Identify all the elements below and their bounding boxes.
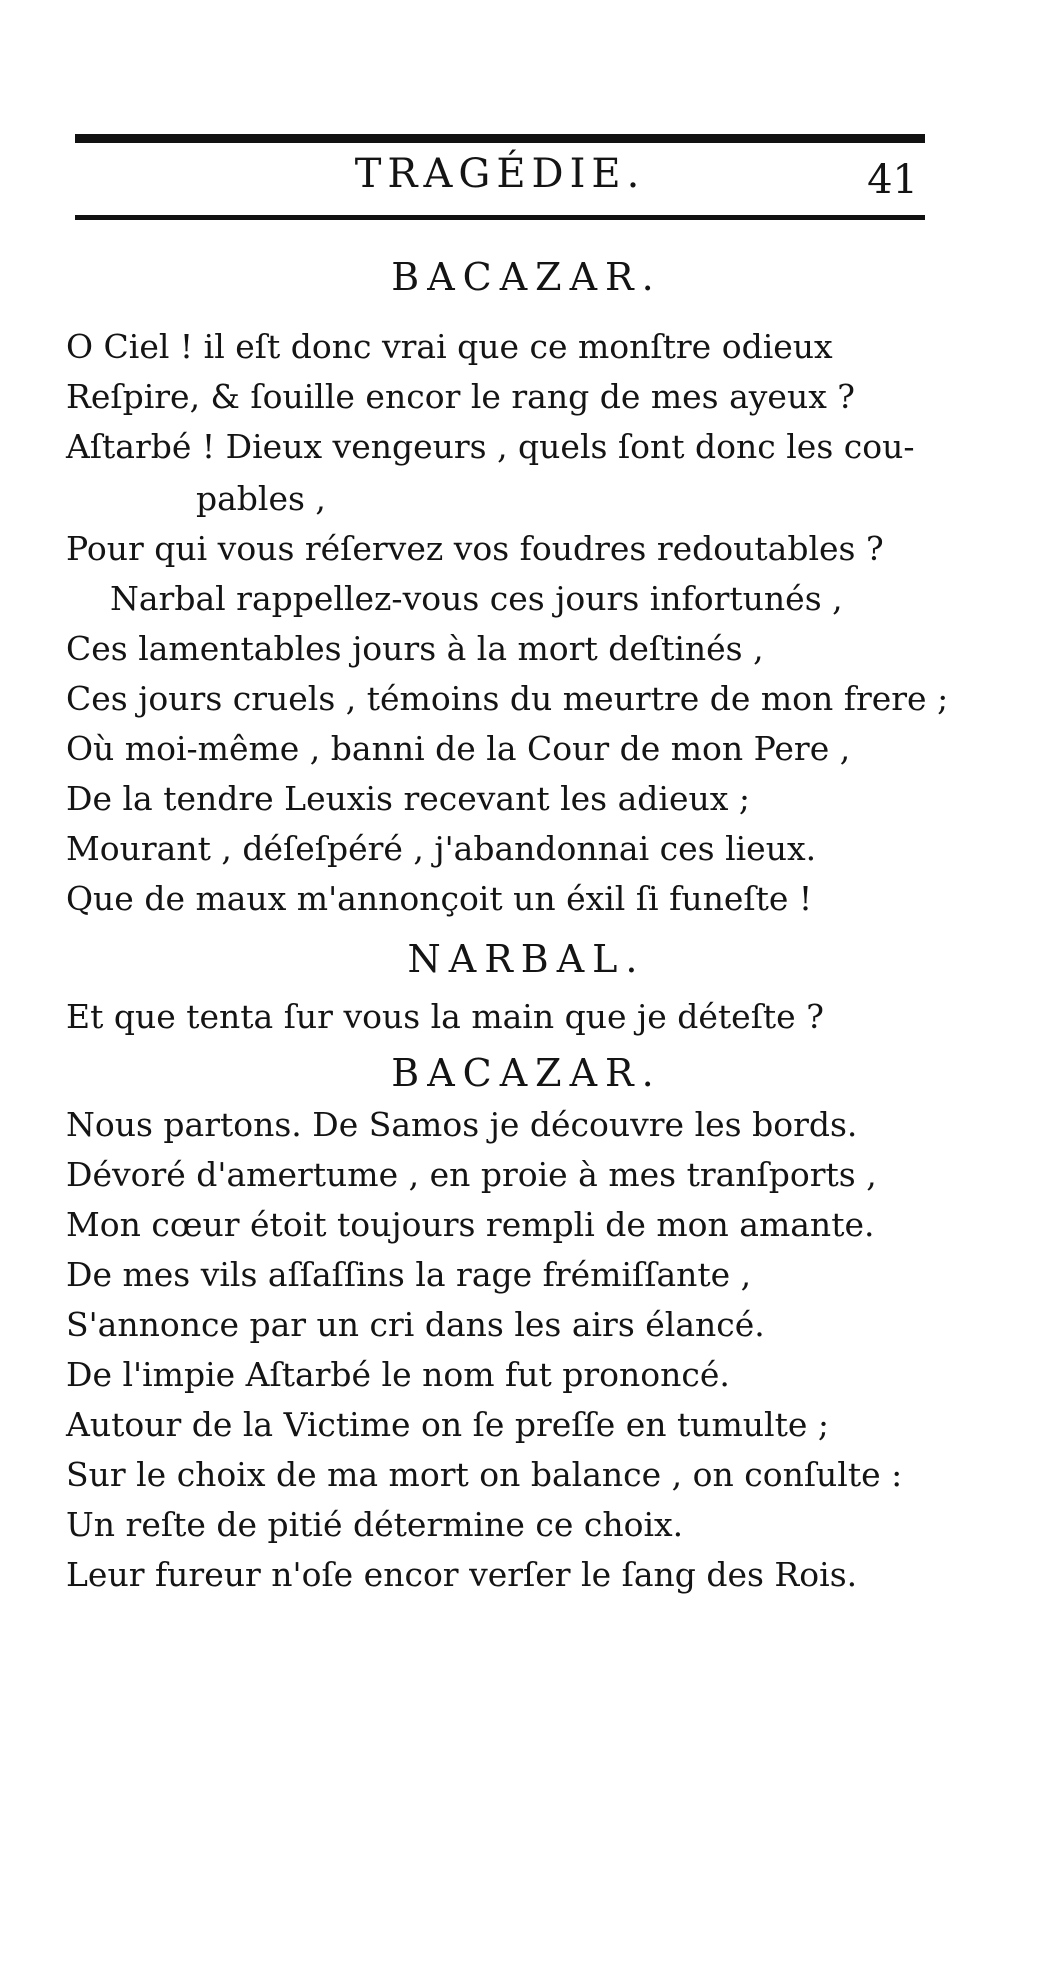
- verse-line: Ces lamentables jours à la mort deſtinés ,: [66, 629, 764, 668]
- verse-line: Sur le choix de ma mort on balance , on conſulte :: [66, 1455, 903, 1494]
- verse-line: Autour de la Victime on ſe preſſe en tumulte ;: [66, 1405, 830, 1444]
- verse-line: Un reſte de pitié détermine ce choix.: [66, 1505, 684, 1544]
- verse-line: S'annonce par un cri dans les airs élancé.: [66, 1305, 765, 1344]
- verse-line: O Ciel ! il eſt donc vrai que ce monſtre odieux: [66, 327, 833, 366]
- verse-line: Que de maux m'annonçoit un éxil ſi funeſte !: [66, 879, 813, 918]
- speaker-name: NARBAL.: [407, 937, 646, 981]
- verse-line: Mourant , déſeſpéré , j'abandonnai ces lieux.: [66, 829, 817, 868]
- verse-line: Où moi-même , banni de la Cour de mon Pere ,: [66, 729, 851, 768]
- verse-line: Dévoré d'amertume , en proie à mes tranſports ,: [66, 1155, 877, 1194]
- verse-line: Pour qui vous réſervez vos foudres redoutables ?: [66, 529, 884, 568]
- verse-line: Mon cœur étoit toujours rempli de mon amante.: [66, 1205, 875, 1244]
- verse-line: Leur fureur n'oſe encor verſer le ſang des Rois.: [66, 1555, 858, 1594]
- verse-line: Nous partons. De Samos je découvre les bords.: [66, 1105, 858, 1144]
- speaker-name: BACAZAR.: [391, 255, 662, 299]
- header-rule-bottom: [75, 215, 925, 220]
- verse-line: Et que tenta ſur vous la main que je déteſte ?: [66, 997, 824, 1036]
- running-head: TRAGÉDIE.: [354, 151, 646, 197]
- verse-line: Aſtarbé ! Dieux vengeurs , quels ſont donc les cou-: [66, 427, 915, 466]
- verse-line: De la tendre Leuxis recevant les adieux ;: [66, 779, 750, 818]
- speaker-name: BACAZAR.: [391, 1051, 662, 1095]
- verse-line: De mes vils aſſaſſins la rage frémiſſante ,: [66, 1255, 752, 1294]
- header-rule-top: [75, 134, 925, 143]
- verse-line: Reſpire, & ſouille encor le rang de mes ayeux ?: [66, 377, 856, 416]
- verse-line-continuation: pables ,: [196, 479, 326, 518]
- verse-line: De l'impie Aſtarbé le nom fut prononcé.: [66, 1355, 730, 1394]
- verse-line: Ces jours cruels , témoins du meurtre de mon frere ;: [66, 679, 949, 718]
- verse-line: Narbal rappellez-vous ces jours infortunés ,: [110, 579, 843, 618]
- page-number: 41: [867, 157, 918, 203]
